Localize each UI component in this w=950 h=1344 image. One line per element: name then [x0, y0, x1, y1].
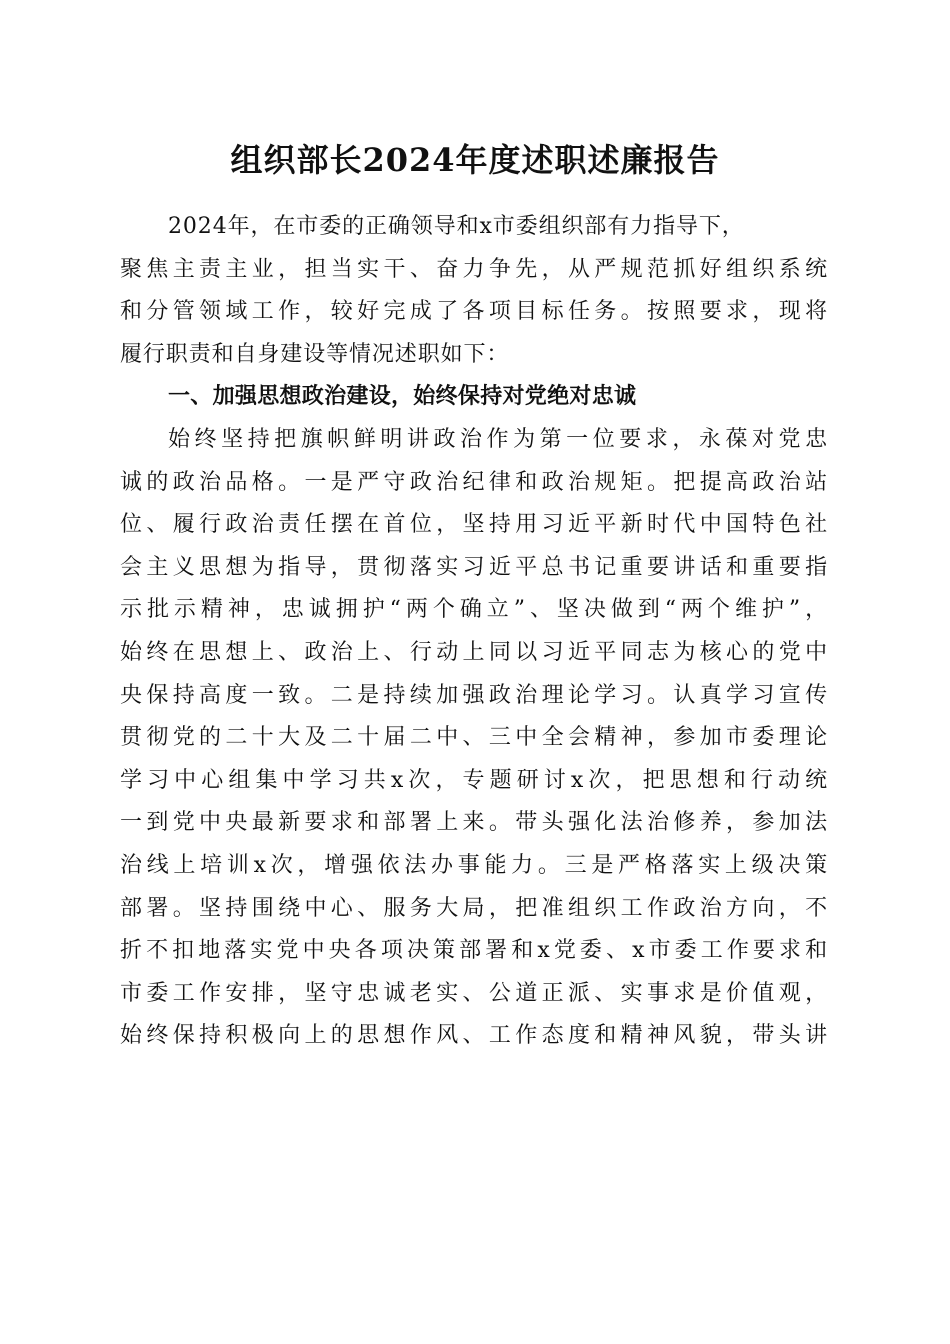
paragraph-line: 履行职责和自身建设等情况述职如下：: [120, 341, 510, 367]
paragraph-line: 学习中心组集中学习共x次，专题研讨x次，把思想和行动统: [120, 767, 828, 793]
paragraph-line: 和分管领域工作，较好完成了各项目标任务。按照要求，现将: [120, 299, 828, 325]
paragraph-line: 始终在思想上、政治上、行动上同以习近平同志为核心的党中: [120, 639, 828, 665]
paragraph-line: 一到党中央最新要求和部署上来。带头强化法治修养，参加法: [120, 810, 828, 836]
section-heading: 一、加强思想政治建设，始终保持对党绝对忠诚: [168, 384, 637, 410]
paragraph-line: 位、履行政治责任摆在首位，坚持用习近平新时代中国特色社: [120, 512, 828, 538]
paragraph-line: 2024年，在市委的正确领导和x市委组织部有力指导下，: [168, 214, 745, 239]
document-title: 组织部长2024年度述职述廉报告: [230, 141, 720, 179]
paragraph-line: 示批示精神，忠诚拥护“两个确立”、坚决做到“两个维护”，: [120, 597, 828, 623]
document-body: [120, 206, 828, 1058]
paragraph-line: 诚的政治品格。一是严守政治纪律和政治规矩。把提高政治站: [120, 469, 828, 495]
paragraph-line: 央保持高度一致。二是持续加强政治理论学习。认真学习宣传: [120, 682, 828, 708]
paragraph-line: 部署。坚持围绕中心、服务大局，把准组织工作政治方向，不: [120, 895, 828, 921]
paragraph-line: 会主义思想为指导，贯彻落实习近平总书记重要讲话和重要指: [120, 554, 828, 580]
paragraph-line: 始终坚持把旗帜鲜明讲政治作为第一位要求，永葆对党忠: [168, 426, 828, 452]
paragraph-line: 市委工作安排，坚守忠诚老实、公道正派、实事求是价值观，: [120, 980, 828, 1006]
paragraph-line: 贯彻党的二十大及二十届二中、三中全会精神，参加市委理论: [120, 725, 828, 751]
paragraph-line: 始终保持积极向上的思想作风、工作态度和精神风貌，带头讲: [120, 1023, 828, 1049]
paragraph-line: 聚焦主责主业，担当实干、奋力争先，从严规范抓好组织系统: [120, 256, 828, 282]
paragraph-line: 折不扣地落实党中央各项决策部署和x党委、x市委工作要求和: [120, 938, 828, 964]
paragraph-line: 治线上培训x次，增强依法办事能力。三是严格落实上级决策: [120, 852, 828, 878]
